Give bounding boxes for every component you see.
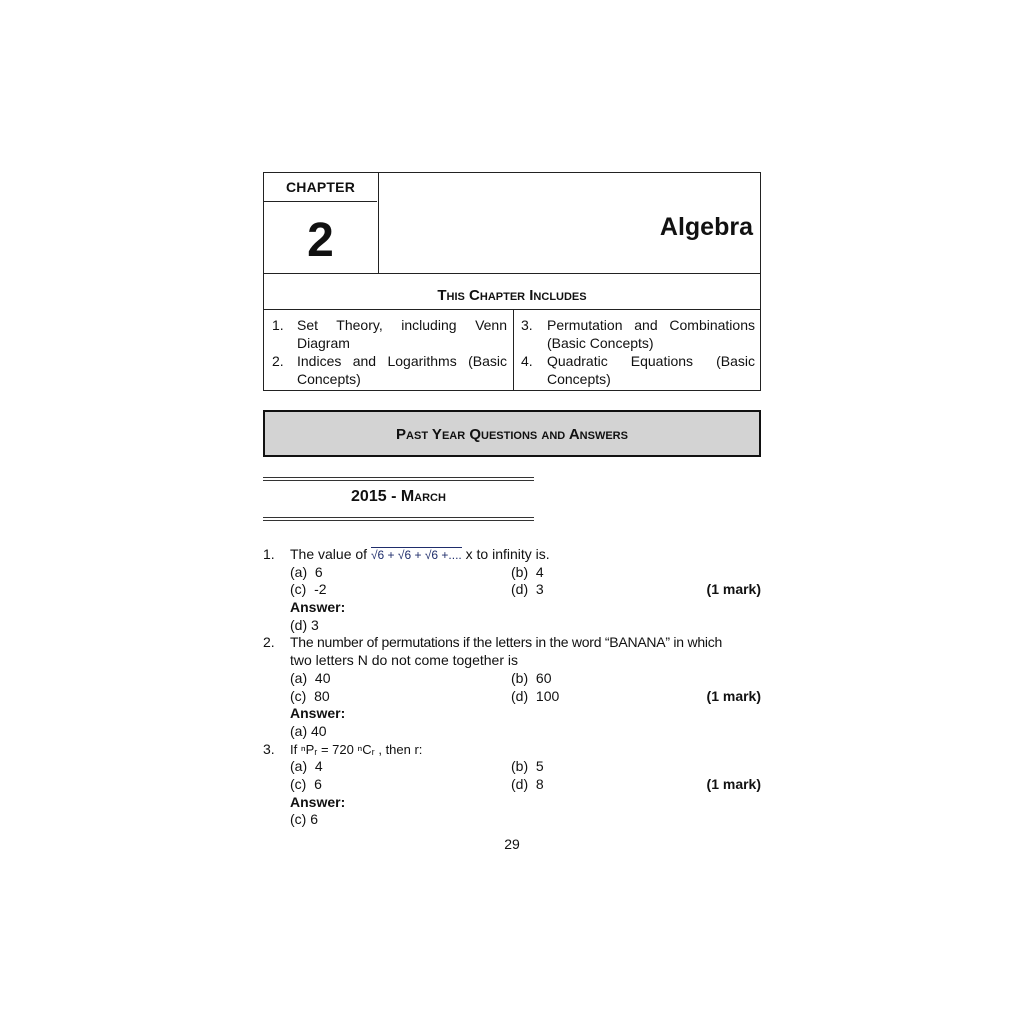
chapter-label: CHAPTER xyxy=(264,173,377,202)
answer-label: Answer: xyxy=(290,793,346,810)
options-row xyxy=(263,688,761,706)
answer-value: (c) 6 xyxy=(290,811,318,828)
answer-row xyxy=(263,617,761,635)
options-row xyxy=(263,776,761,794)
includes-item xyxy=(514,352,760,388)
option-c: (c) 6 xyxy=(290,775,322,792)
question-list xyxy=(263,546,761,829)
item-number: 2. xyxy=(272,353,284,369)
chapter-header-box xyxy=(263,172,761,391)
options-row xyxy=(263,564,761,582)
includes-item xyxy=(264,352,513,388)
page-number: 29 xyxy=(504,836,520,852)
item-text-cont: Concepts) xyxy=(297,371,361,387)
marks-label: (1 mark) xyxy=(706,687,761,704)
item-number: 4. xyxy=(521,353,533,369)
answer-row xyxy=(263,723,761,741)
option-a: (a) 40 xyxy=(290,669,331,686)
question-text-part: The value of xyxy=(290,546,368,562)
answer-label-row xyxy=(263,705,761,723)
marks-label: (1 mark) xyxy=(706,775,761,792)
question-text: The number of permutations if the letters in the word “BANANA” in which xyxy=(290,634,722,651)
question-number: 1. xyxy=(263,546,275,562)
answer-label-row xyxy=(263,599,761,617)
item-text: Quadratic Equations (Basic xyxy=(547,353,755,369)
options-row xyxy=(263,581,761,599)
answer-value: (a) 40 xyxy=(290,722,327,739)
question-number: 3. xyxy=(263,740,275,757)
option-b: (b) 4 xyxy=(511,563,544,580)
includes-item xyxy=(264,316,513,352)
chapter-number-cell xyxy=(264,173,379,273)
includes-heading-text: This Chapter Includes xyxy=(437,287,587,304)
answer-label: Answer: xyxy=(290,599,346,616)
option-d: (d) 100 xyxy=(511,687,560,704)
option-c: (c) -2 xyxy=(290,581,327,598)
includes-column-left xyxy=(264,309,514,391)
question-number: 2. xyxy=(263,634,275,651)
option-a: (a) 6 xyxy=(290,563,323,580)
item-number: 1. xyxy=(272,317,284,333)
question-stem-cont xyxy=(263,652,761,670)
options-row xyxy=(263,758,761,776)
divider xyxy=(263,520,534,521)
divider xyxy=(263,517,534,518)
item-number: 3. xyxy=(521,317,533,333)
options-row xyxy=(263,670,761,688)
item-text-cont: (Basic Concepts) xyxy=(547,335,654,351)
question-text: two letters N do not come together is xyxy=(290,652,518,669)
item-text: Permutation and Combinations xyxy=(547,317,755,333)
marks-label: (1 mark) xyxy=(706,581,761,598)
math-expression: √6 + √6 + √6 +.... xyxy=(370,548,462,562)
question-text: If ⁿPᵣ = 720 ⁿCᵣ , then r: xyxy=(290,741,423,757)
divider xyxy=(263,480,534,481)
question-stem xyxy=(263,741,761,759)
document-page xyxy=(263,172,761,852)
answer-label-row xyxy=(263,794,761,812)
question-stem xyxy=(263,634,761,652)
item-text-cont: Diagram xyxy=(297,335,350,351)
includes-list xyxy=(264,309,760,391)
question-text-part: x to infinity is. xyxy=(465,546,550,562)
option-d: (d) 3 xyxy=(511,581,544,598)
item-text-cont: Concepts) xyxy=(547,371,611,387)
includes-heading xyxy=(264,273,760,310)
year-heading: 2015 - March xyxy=(351,488,446,505)
item-text: Indices and Logarithms (Basic xyxy=(297,353,507,369)
option-b: (b) 60 xyxy=(511,669,552,686)
chapter-title: Algebra xyxy=(659,213,753,241)
option-a: (a) 4 xyxy=(290,758,323,775)
divider xyxy=(263,477,534,478)
banner-text: Past Year Questions and Answers xyxy=(396,426,628,443)
option-b: (b) 5 xyxy=(511,758,544,775)
question-text xyxy=(290,546,550,565)
chapter-number: 2 xyxy=(307,214,334,267)
answer-row xyxy=(263,811,761,829)
item-text: Set Theory, including Venn xyxy=(297,317,507,333)
includes-item xyxy=(514,316,760,352)
past-year-banner xyxy=(263,410,761,457)
option-c: (c) 80 xyxy=(290,687,330,704)
answer-label: Answer: xyxy=(290,705,346,722)
option-d: (d) 8 xyxy=(511,775,544,792)
answer-value: (d) 3 xyxy=(290,616,319,633)
includes-column-right xyxy=(514,309,760,391)
question-stem xyxy=(263,546,761,564)
